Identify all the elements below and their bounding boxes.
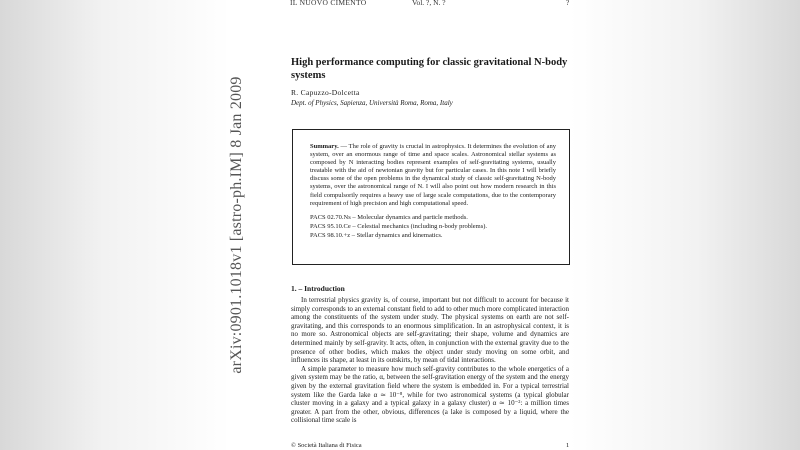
header-page-number: ? bbox=[566, 0, 570, 7]
abstract-label: Summary. bbox=[310, 143, 339, 150]
pacs-code: PACS 02.70.Ns – Molecular dynamics and particle methods. bbox=[310, 214, 468, 221]
pacs-code: PACS 98.10.+z – Stellar dynamics and kinematics. bbox=[310, 232, 443, 239]
body-paragraph: In terrestrial physics gravity is, of course, important but not difficult to account for because it simply corresponds to an external constant field to add to other much more complicated interaction among the constituents of the system under study. The physical systems on earth are not self-gravitating, and this corresponds to an enormous simplification. In an astrophysical context, it is no more so. Astronomical objects are self-gravitating; their shape, volume and dynamics are determined mainly by self-gravity. It acts, often, in conjunction with the external gravity due to the presence of other bodies, which makes the object under study moving on some orbit, and influences its shape, at least in its outskirts, by mean of tidal interactions. bbox=[291, 296, 569, 365]
footer-page-number: 1 bbox=[566, 442, 570, 449]
pacs-code: PACS 95.10.Ce – Celestial mechanics (including n-body problems). bbox=[310, 223, 488, 230]
body-paragraph: A simple parameter to measure how much self-gravity contributes to the whole energetics of a given system may be the ratio, α, between the self-gravitation energy of the system and the energy given by the external gravitation field where the system is embedded in. For a typical terrestrial system like the Garda lake α ≃ 10⁻⁸, while for two astronomical systems (a typical globular cluster moving in a galaxy and a typical galaxy in a galaxy cluster) α ≃ 10⁻²: a million times greater. A part from the other, obvious, differences (a lake is composed by a liquid, where the collisional time scale is bbox=[291, 364, 569, 425]
arxiv-identifier: arXiv:0901.1018v1 [astro-ph.IM] 8 Jan 2009 bbox=[228, 76, 245, 374]
viewer-background-left bbox=[0, 0, 230, 450]
copyright-notice: © Società Italiana di Fisica bbox=[291, 442, 362, 449]
viewer-background-right bbox=[570, 0, 800, 450]
paper-title: High performance computing for classic gravitational N-body systems bbox=[291, 57, 568, 81]
abstract-text bbox=[310, 143, 556, 208]
section-heading: 1. – Introduction bbox=[291, 284, 345, 293]
body-text bbox=[291, 296, 569, 425]
abstract-body: — The role of gravity is crucial in astrophysics. It determines the evolution of any system, over an enormous range of time and space scales. Astronomical stellar systems as composed by N interacting bodies represent examples of self-gravitating systems, usually treatable with the aid of newtonian gravity but for particular cases. In this note I will briefly discuss some of the open problems in the dynamical study of classic self-gravitating N-body systems, over the astronomical range of N. I will also point out how modern research in this field compulsorily requires a heavy use of large scale computations, due to the contemporary requirement of high precision and high computational speed. bbox=[310, 143, 556, 207]
journal-name: IL NUOVO CIMENTO bbox=[290, 0, 367, 7]
author-affiliation: Dept. of Physics, Sapienza, Università Roma, Roma, Italy bbox=[291, 99, 453, 107]
journal-volume: Vol. ?, N. ? bbox=[412, 0, 446, 7]
paper-author: R. Capuzzo-Dolcetta bbox=[291, 88, 360, 97]
